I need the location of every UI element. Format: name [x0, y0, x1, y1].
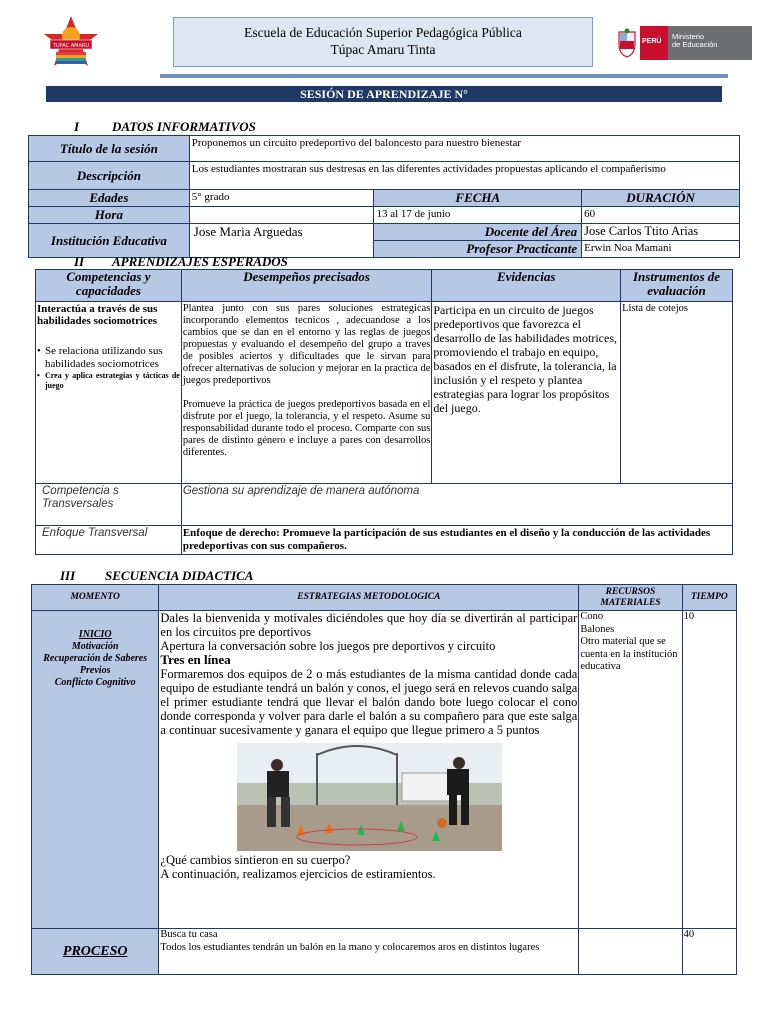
section-3-heading — [60, 568, 253, 584]
header-competencias: Competencias y capacidades — [36, 270, 182, 302]
secuencia-table — [31, 584, 737, 975]
capacidad-1: • Se relaciona utilizando sus habilidades sociomotrices — [37, 345, 180, 371]
proceso-label: PROCESO — [32, 929, 159, 975]
fecha-header: FECHA — [374, 190, 582, 207]
inicio-paragraph-2: Apertura la conversación sobre los juegos pre deportivos y circuito — [160, 639, 496, 653]
proceso-paragraph-2: Todos los estudiantes tendrán un balón en la mano y colocaremos aros en distintos lugares — [160, 941, 540, 953]
recurso-otro: Otro material que se cuenta en la institución educativa — [580, 636, 678, 672]
docente-label: Docente del Área — [374, 224, 582, 241]
edades-label: Edades — [29, 190, 190, 207]
competencia-transversal-value: Gestiona su aprendizaje de manera autónoma — [181, 484, 732, 526]
header-estrategias: ESTRATEGIAS METODOLOGICA — [159, 585, 579, 611]
ministry-line2: de Educación — [672, 40, 718, 49]
section-2-title: APRENDIZAJES ESPERADOS — [112, 254, 288, 269]
school-name-box — [173, 17, 593, 67]
school-name-line1: Escuela de Educación Superior Pedagógica Pública — [244, 25, 522, 40]
section-3-number: III — [60, 568, 76, 583]
proceso-tiempo: 40 — [682, 929, 736, 975]
evidencia-cell: Participa en un circuito de juegos predeportivos que favorezca el desarrollo de las habilidades motrices, promoviendo el trabajo en equipo, basados en el disfrute, la tolerancia, la inclusión y el respeto y plantea estrategias para lograr los propósitos del juego. — [432, 302, 621, 484]
profesor-value: Erwin Noa Mamani — [582, 241, 740, 258]
session-title-bar: SESIÓN DE APRENDIZAJE N° — [46, 86, 722, 102]
edades-value: 5° grado — [189, 190, 374, 207]
section-2-heading — [74, 254, 288, 270]
instrumento-cell: Lista de cotejos — [621, 302, 733, 484]
duracion-header: DURACIÓN — [582, 190, 740, 207]
descripcion-label: Descripción — [29, 162, 190, 190]
section-1-title: DATOS INFORMATIVOS — [112, 119, 256, 134]
docente-value: Jose Carlos Ttito Arias — [582, 224, 740, 241]
section-1-number: I — [74, 119, 80, 134]
duracion-value: 60 — [582, 207, 740, 224]
section-3-title: SECUENCIA DIDACTICA — [105, 568, 254, 583]
school-logo — [42, 14, 100, 70]
recurso-balones: Balones — [580, 623, 615, 635]
header-desempenos: Desempeños precisados — [181, 270, 432, 302]
competencia-text: Interactúa a través de sus habilidades sociomotrices — [37, 303, 158, 327]
inicio-item-conflicto: Conflicto Cognitivo — [54, 677, 136, 688]
header-momento: MOMENTO — [32, 585, 159, 611]
inicio-estrategias-cell — [159, 611, 579, 929]
desempeno-1: Plantea junto con sus pares soluciones estrategicas incorporando elementos tecnicos , adecuandose a los cambios que se dan en el entorno y las reglas de juegos propuestas y evaluando el desempeño del grupo a traves de posibles aciertos y dificultades que le sirvan para ofrecer alternativas de solucion y mejorar en la practica de juegos predeportivos — [182, 303, 431, 386]
hora-value — [189, 207, 374, 224]
header-evidencias: Evidencias — [432, 270, 621, 302]
school-name-line2: Túpac Amaru Tinta — [330, 42, 436, 57]
section-1-heading — [74, 119, 256, 135]
aprendizajes-table — [35, 269, 733, 555]
logo-text: TUPAC AMARU — [52, 43, 90, 49]
titulo-label: Título de la sesión — [29, 136, 190, 162]
profesor-label: Profesor Practicante — [374, 241, 582, 258]
peru-label: PERÚ — [640, 26, 668, 60]
recurso-cono: Cono — [580, 611, 604, 622]
desempeno-2: Promueve la práctica de juegos predeportivos basada en el disfrute por el juego, la tolerancia, y el respeto. Asume su responsabilidad durante todo el proceso. Comparte con sus pares de distinto género e incluye a pares con desarrollos diferentes. — [182, 399, 431, 458]
descripcion-value: Los estudiantes mostraran sus destresas en las diferentes actividades propuestas aplicando el compañerismo — [189, 162, 739, 190]
header-recursos: RECURSOS MATERIALES — [579, 585, 682, 611]
inicio-paragraph-3: Formaremos dos equipos de 2 o más estudiantes de la misma cantidad donde cada equipo de estudiante tendrá un balón y conos, el juego será en relevos cuando salga el primer estudiante tendrá que llevar el balón dando bote luego colocar el cono donde corresponda y volver para darle el balón a su compañero para que este salga a continuar sucesivamente y ganara el equipo que llegue primero a 5 puntos — [160, 667, 578, 737]
inicio-tiempo: 10 — [682, 611, 736, 929]
inicio-item-recuperacion: Recuperación de Saberes Previos — [43, 653, 148, 676]
inicio-paragraph-4: A continuación, realizamos ejercicios de estiramientos. — [160, 867, 436, 881]
ministry-line1: Ministerio — [672, 32, 705, 41]
header-divider — [160, 74, 728, 78]
inicio-recursos-cell — [579, 611, 682, 929]
header-tiempo: TIEMPO — [682, 585, 736, 611]
institucion-value: Jose Maria Arguedas — [189, 224, 374, 258]
enfoque-transversal-label: Enfoque Transversal — [36, 526, 182, 555]
proceso-recursos-cell — [579, 929, 682, 975]
hora-label: Hora — [29, 207, 190, 224]
basketball-photo — [237, 743, 502, 851]
inicio-label: INICIO — [78, 629, 112, 640]
institucion-label: Institución Educativa — [29, 224, 190, 258]
capacidad-2: • Crea y aplica estrategias y tácticas de juego — [37, 371, 180, 390]
proceso-estrategias-cell — [159, 929, 579, 975]
fecha-value: 13 al 17 de junio — [374, 207, 582, 224]
competencia-transversal-label: Competencia s Transversales — [36, 484, 182, 526]
inicio-paragraph-1: Dales la bienvenida y motívales diciéndoles que hoy día se divertirán al participar en los circuitos pre deportivos — [160, 611, 578, 639]
inicio-subtitle: Tres en línea — [160, 652, 231, 667]
proceso-paragraph-1: Busca tu casa — [160, 929, 218, 940]
inicio-item-motivacion: Motivación — [71, 641, 119, 652]
desempenos-cell — [181, 302, 432, 484]
header-instrumentos: Instrumentos de evaluación — [621, 270, 733, 302]
inicio-question: ¿Qué cambios sintieron en su cuerpo? — [160, 853, 351, 867]
inicio-cell — [32, 611, 159, 929]
enfoque-transversal-value: Enfoque de derecho: Promueve la participación de sus estudiantes en el diseño y la conducción de las actividades predeportivas con sus compañeros. — [181, 526, 732, 555]
peru-shield-icon — [616, 28, 638, 58]
titulo-value: Proponemos un circuito predeportivo del baloncesto para nuestro bienestar — [189, 136, 739, 162]
ministry-label — [672, 33, 752, 49]
section-2-number: II — [74, 254, 85, 269]
datos-table — [28, 135, 740, 258]
competencias-cell — [36, 302, 182, 484]
